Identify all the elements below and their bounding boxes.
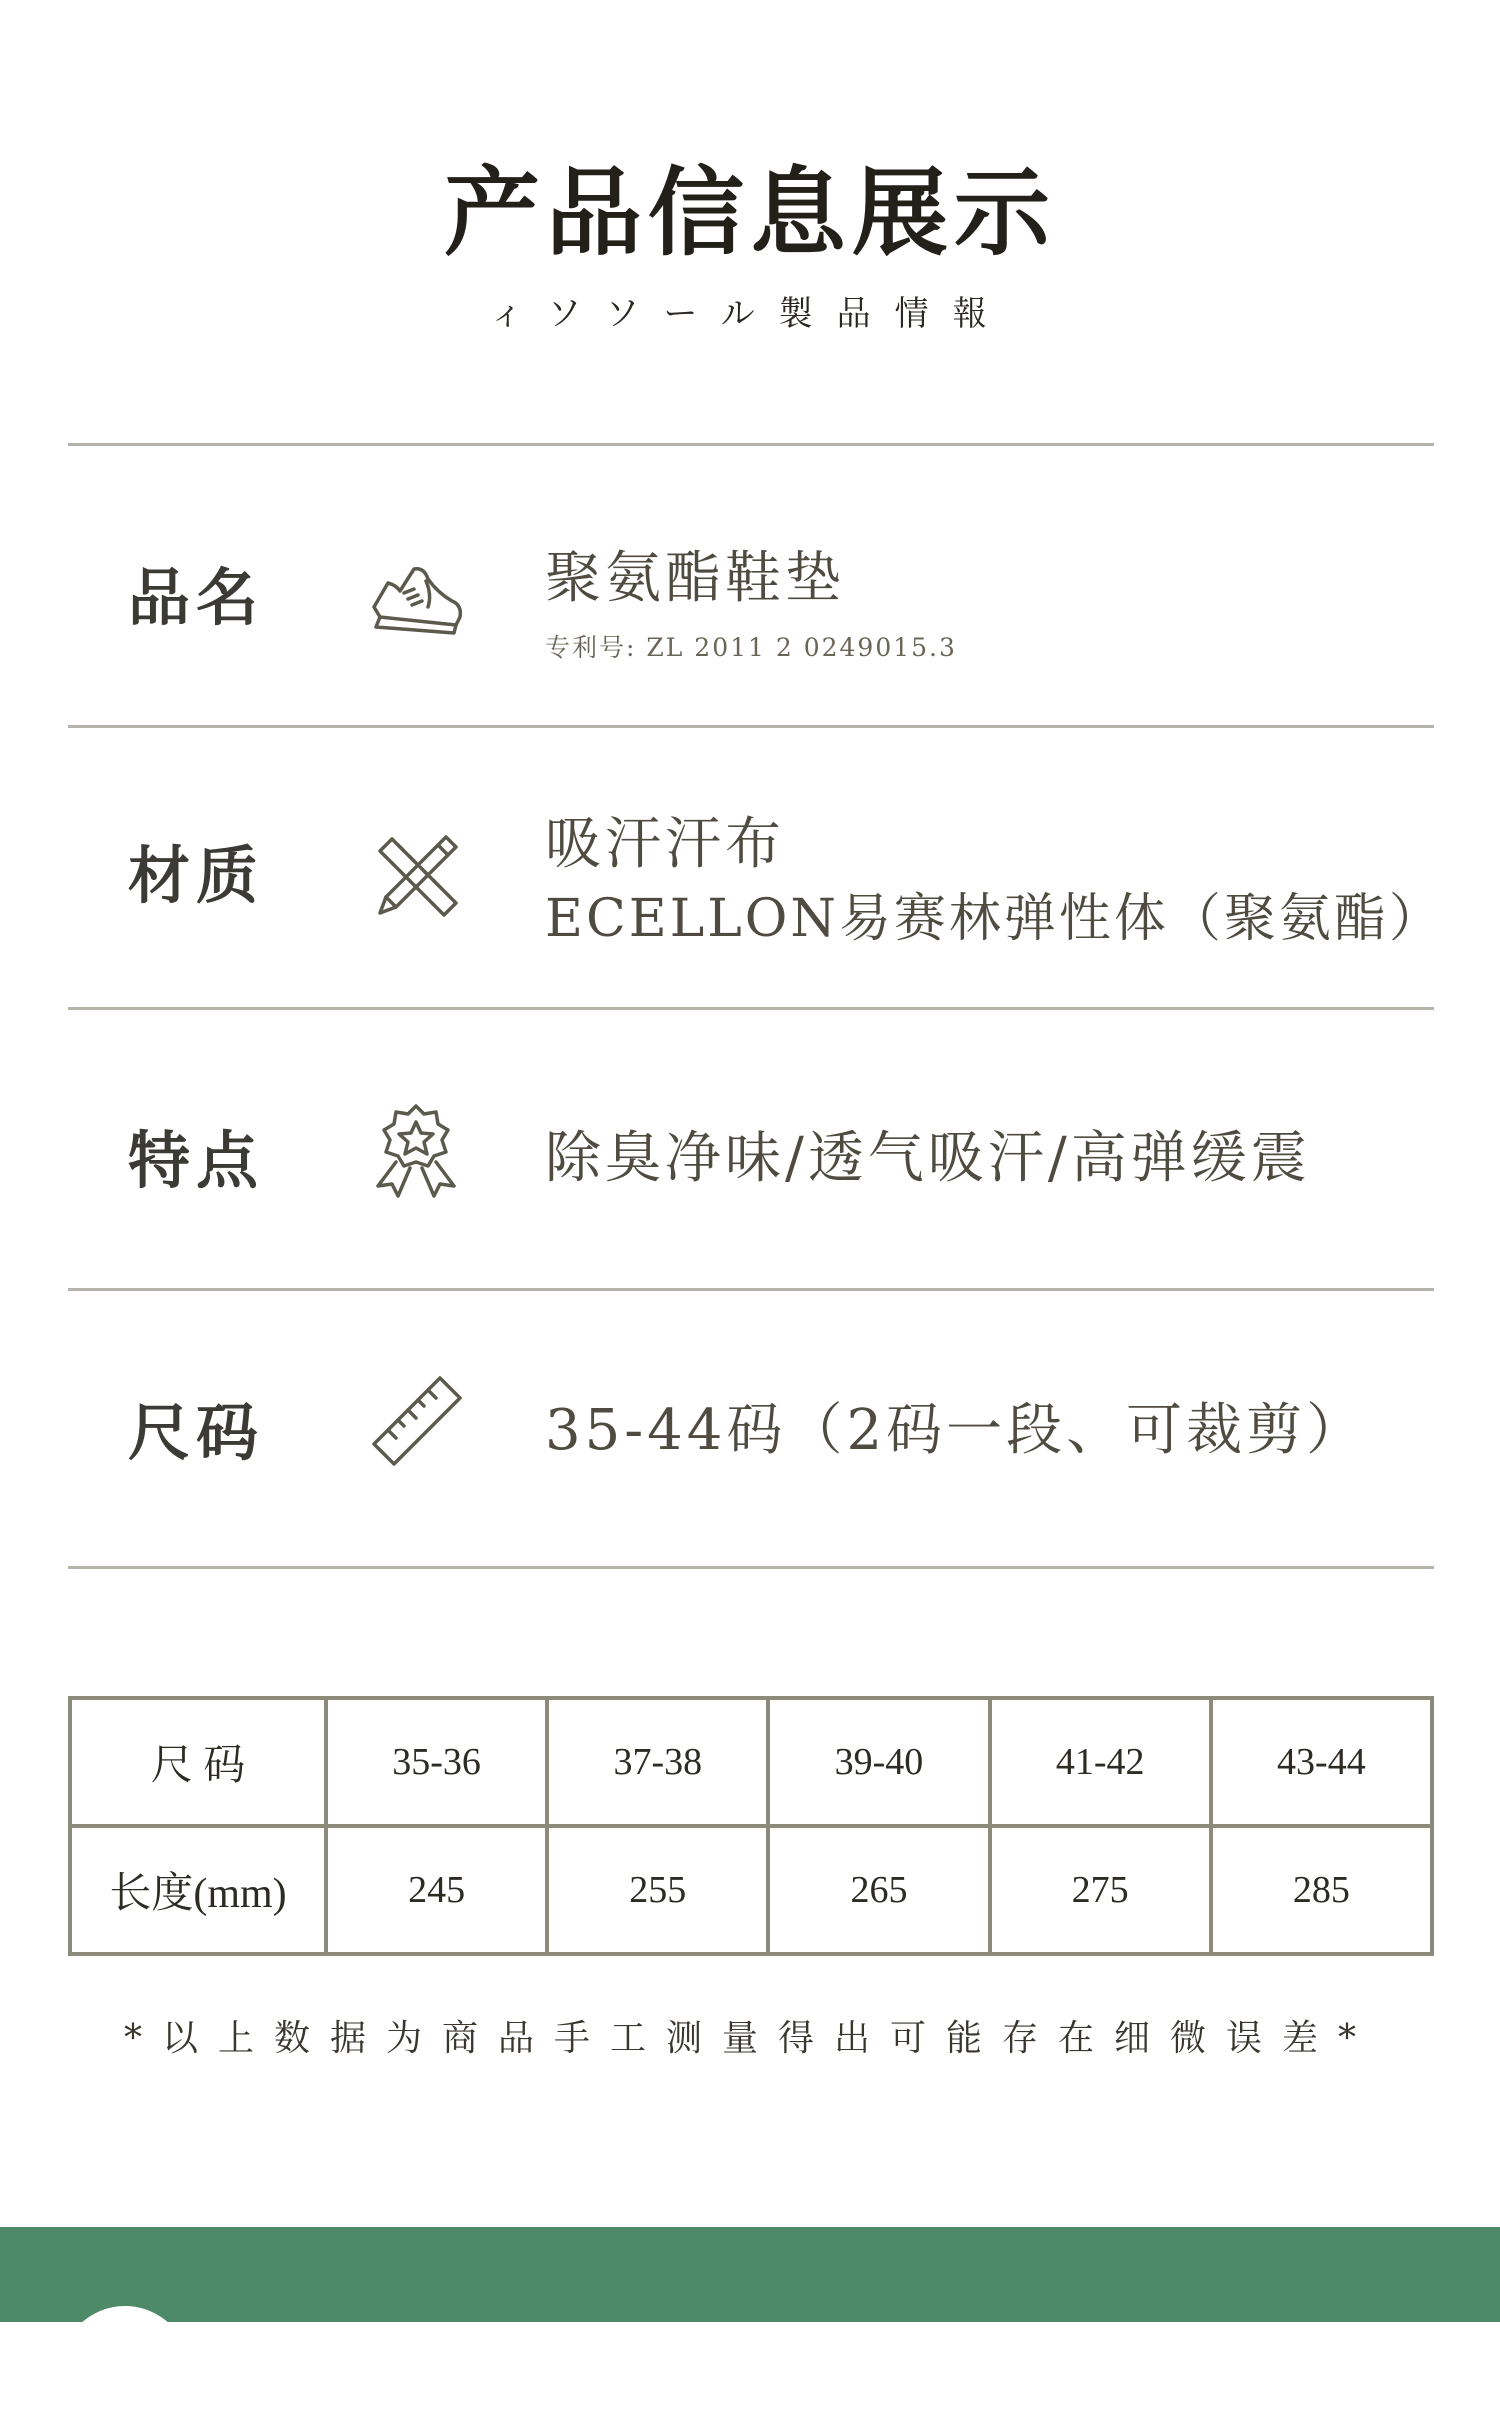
shoe-icon xyxy=(366,545,466,645)
label-product-name: 品名 xyxy=(128,561,265,634)
ruler-pencil-icon xyxy=(366,825,466,925)
divider xyxy=(68,725,1434,728)
ruler-icon xyxy=(366,1370,466,1470)
product-name-value: 聚氨酯鞋垫 xyxy=(545,546,845,611)
divider xyxy=(68,1007,1434,1010)
size-range-value: 35-44码（2码一段、可裁剪） xyxy=(545,1398,1367,1463)
table-row xyxy=(70,1698,1432,1826)
length-header-cell: 长度(mm) xyxy=(70,1826,326,1954)
patent-number: 专利号: ZL 2011 2 0249015.3 xyxy=(545,633,957,662)
star-badge-icon xyxy=(366,1100,466,1200)
measurement-note: *以上数据为商品手工测量得出可能存在细微误差* xyxy=(123,2018,1376,2059)
material-line-1: 吸汗汗布 xyxy=(545,812,785,877)
size-chart-table xyxy=(68,1696,1434,1956)
label-features: 特点 xyxy=(128,1124,265,1197)
length-cell: 265 xyxy=(768,1826,989,1954)
table-row xyxy=(70,1826,1432,1954)
footer-circle xyxy=(60,2306,190,2436)
size-cell: 35-36 xyxy=(326,1698,547,1826)
length-cell: 255 xyxy=(547,1826,768,1954)
divider xyxy=(68,1288,1434,1291)
size-cell: 43-44 xyxy=(1211,1698,1432,1826)
size-cell: 37-38 xyxy=(547,1698,768,1826)
divider xyxy=(68,1566,1434,1569)
material-line-2: ECELLON易赛林弹性体（聚氨酯） xyxy=(545,889,1444,949)
length-cell: 245 xyxy=(326,1826,547,1954)
length-cell: 285 xyxy=(1211,1826,1432,1954)
divider xyxy=(68,443,1434,446)
label-size: 尺码 xyxy=(128,1396,265,1469)
page-header xyxy=(0,156,1500,335)
page-subtitle: ィソソール製品情報 xyxy=(489,293,1011,334)
size-cell: 41-42 xyxy=(990,1698,1211,1826)
size-header-cell: 尺 码 xyxy=(70,1698,326,1826)
label-material: 材质 xyxy=(128,839,265,912)
length-cell: 275 xyxy=(990,1826,1211,1954)
footer-band xyxy=(0,2227,1500,2322)
features-value: 除臭净味/透气吸汗/高弹缓震 xyxy=(545,1126,1311,1191)
page-title: 产品信息展示 xyxy=(444,156,1056,269)
size-cell: 39-40 xyxy=(768,1698,989,1826)
